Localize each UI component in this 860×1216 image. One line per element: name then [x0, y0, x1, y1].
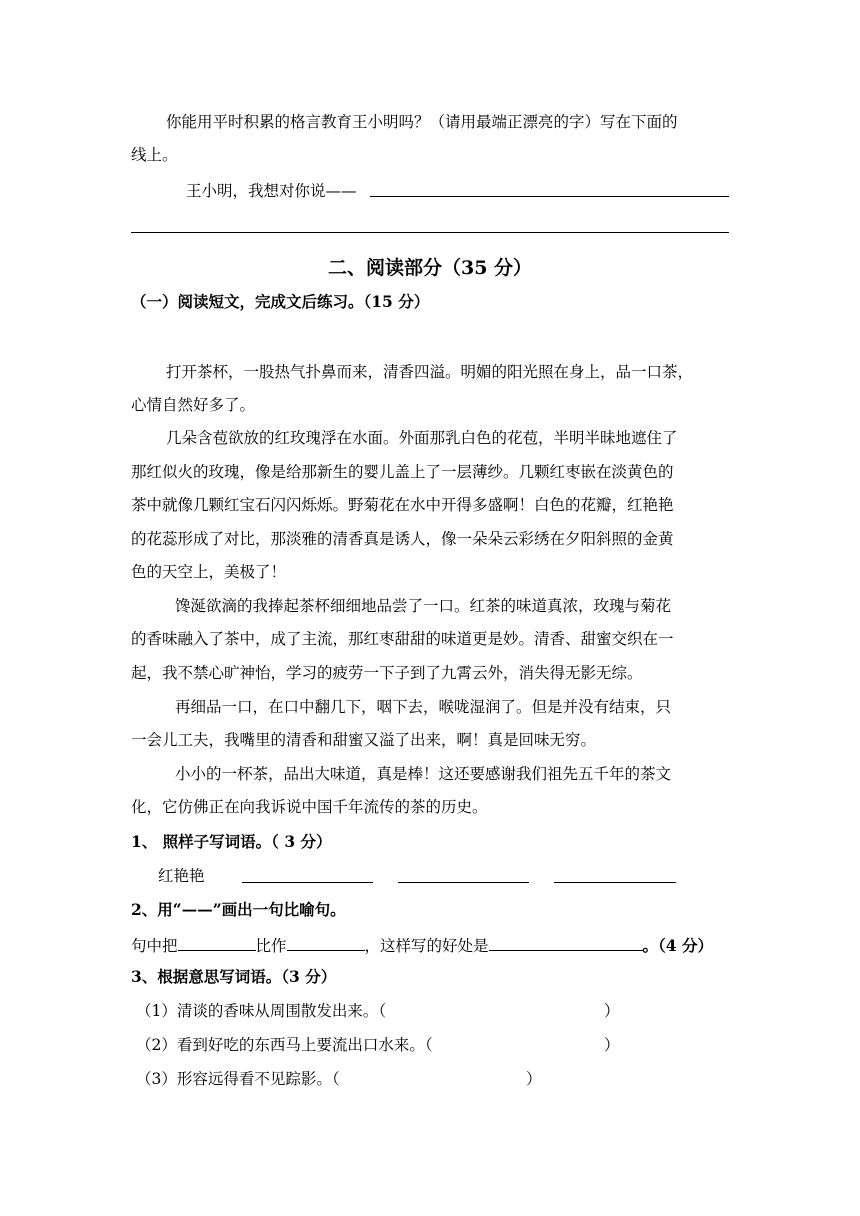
passage-p4-line-1: 再细品一口，在口中翻几下，咽下去，喉咙湿润了。但是并没有结束，只: [175, 698, 672, 716]
answer-prompt-text: 王小明，我想对你说——: [186, 182, 357, 200]
question-3-item-1: （1）清谈的香味从周围散发出来。（: [136, 1002, 387, 1020]
passage-p1-line-2: 心情自然好多了。: [131, 396, 256, 414]
passage-p3-line-2: 的香味融入了茶中，成了主流，那红枣甜甜的味道更是妙。清香、甜蜜交织在一: [131, 630, 674, 648]
answer-prompt: [186, 181, 357, 201]
question-2-blank-2[interactable]: [287, 934, 365, 951]
question-2-blank-1[interactable]: [178, 934, 256, 951]
intro-line-1: 你能用平时积累的格言教育王小明吗？（请用最端正漂亮的字）写在下面的: [166, 113, 678, 131]
answer-line-2[interactable]: [131, 232, 729, 233]
passage-p1-line-1: 打开茶杯，一股热气扑鼻而来，清香四溢。明媚的阳光照在身上，品一口茶，: [166, 363, 694, 381]
passage-p2-line-5: 色的天空上，美极了！: [131, 563, 287, 581]
question-3-item-1-close: ）: [604, 1002, 620, 1020]
passage-p3-line-1: 馋涎欲滴的我捧起茶杯细细地品尝了一口。红茶的味道真浓，玫瑰与菊花: [175, 597, 672, 615]
answer-line-1[interactable]: [370, 196, 729, 197]
question-1-blank-2[interactable]: [398, 882, 529, 883]
passage-p3-line-3: 起，我不禁心旷神怡，学习的疲劳一下子到了九霄云外，消失得无影无综。: [131, 664, 643, 682]
section-title: 二、阅读部分（35 分）: [327, 257, 533, 279]
question-3-item-2-close: ）: [604, 1036, 620, 1054]
passage-p5-line-1: 小小的一杯茶，品出大味道，真是棒！这还要感谢我们祖先五千年的茶文: [175, 765, 672, 783]
passage-p2-line-4: 的花蕊形成了对比，那淡雅的清香真是诱人，像一朵朵云彩绣在夕阳斜照的金黄: [131, 530, 674, 548]
passage-p2-line-2: 那红似火的玫瑰，像是给那新生的婴儿盖上了一层薄纱。几颗红枣嵌在淡黄色的: [131, 463, 674, 481]
question-1-title: 1、 照样子写词语。（ 3 分）: [131, 832, 332, 851]
question-2-title: 2、用“——”画出一句比喻句。: [131, 900, 346, 919]
question-3-item-3: （3）形容远得看不见踪影。（: [136, 1070, 340, 1088]
passage-p5-line-2: 化，它仿佛正在向我诉说中国千年流传的茶的历史。: [131, 798, 488, 816]
passage-p2-line-1: 几朵含苞欲放的红玫瑰浮在水面。外面那乳白色的花苞，半明半昧地遮住了: [166, 429, 678, 447]
question-3-item-3-close: ）: [526, 1070, 542, 1088]
question-2-text-1: 句中把: [131, 937, 178, 955]
question-2-text-3: ，这样写的好处是: [364, 937, 489, 955]
question-1-blank-1[interactable]: [242, 882, 373, 883]
question-3-title: 3、根据意思写词语。（3 分）: [131, 967, 337, 986]
question-1-example: 红艳艳: [158, 867, 205, 885]
section-subtitle: （一）阅读短文，完成文后练习。（15 分）: [131, 292, 430, 311]
intro-line-2: 线上。: [131, 146, 178, 164]
question-1-blank-3[interactable]: [554, 882, 676, 883]
question-3-item-2: （2）看到好吃的东西马上要流出口水来。（: [136, 1036, 433, 1054]
question-2-text-2: 比作: [255, 937, 287, 955]
passage-p2-line-3: 茶中就像几颗红宝石闪闪烁烁。野菊花在水中开得多盛啊！白色的花瓣，红艳艳: [131, 496, 674, 514]
question-2-blank-3[interactable]: [489, 934, 643, 951]
question-2-sentence: [131, 934, 713, 956]
question-2-text-4: 。（4 分）: [642, 936, 713, 955]
passage-p4-line-2: 一会儿工夫，我嘴里的清香和甜蜜又溢了出来，啊！真是回味无穷。: [131, 731, 597, 749]
